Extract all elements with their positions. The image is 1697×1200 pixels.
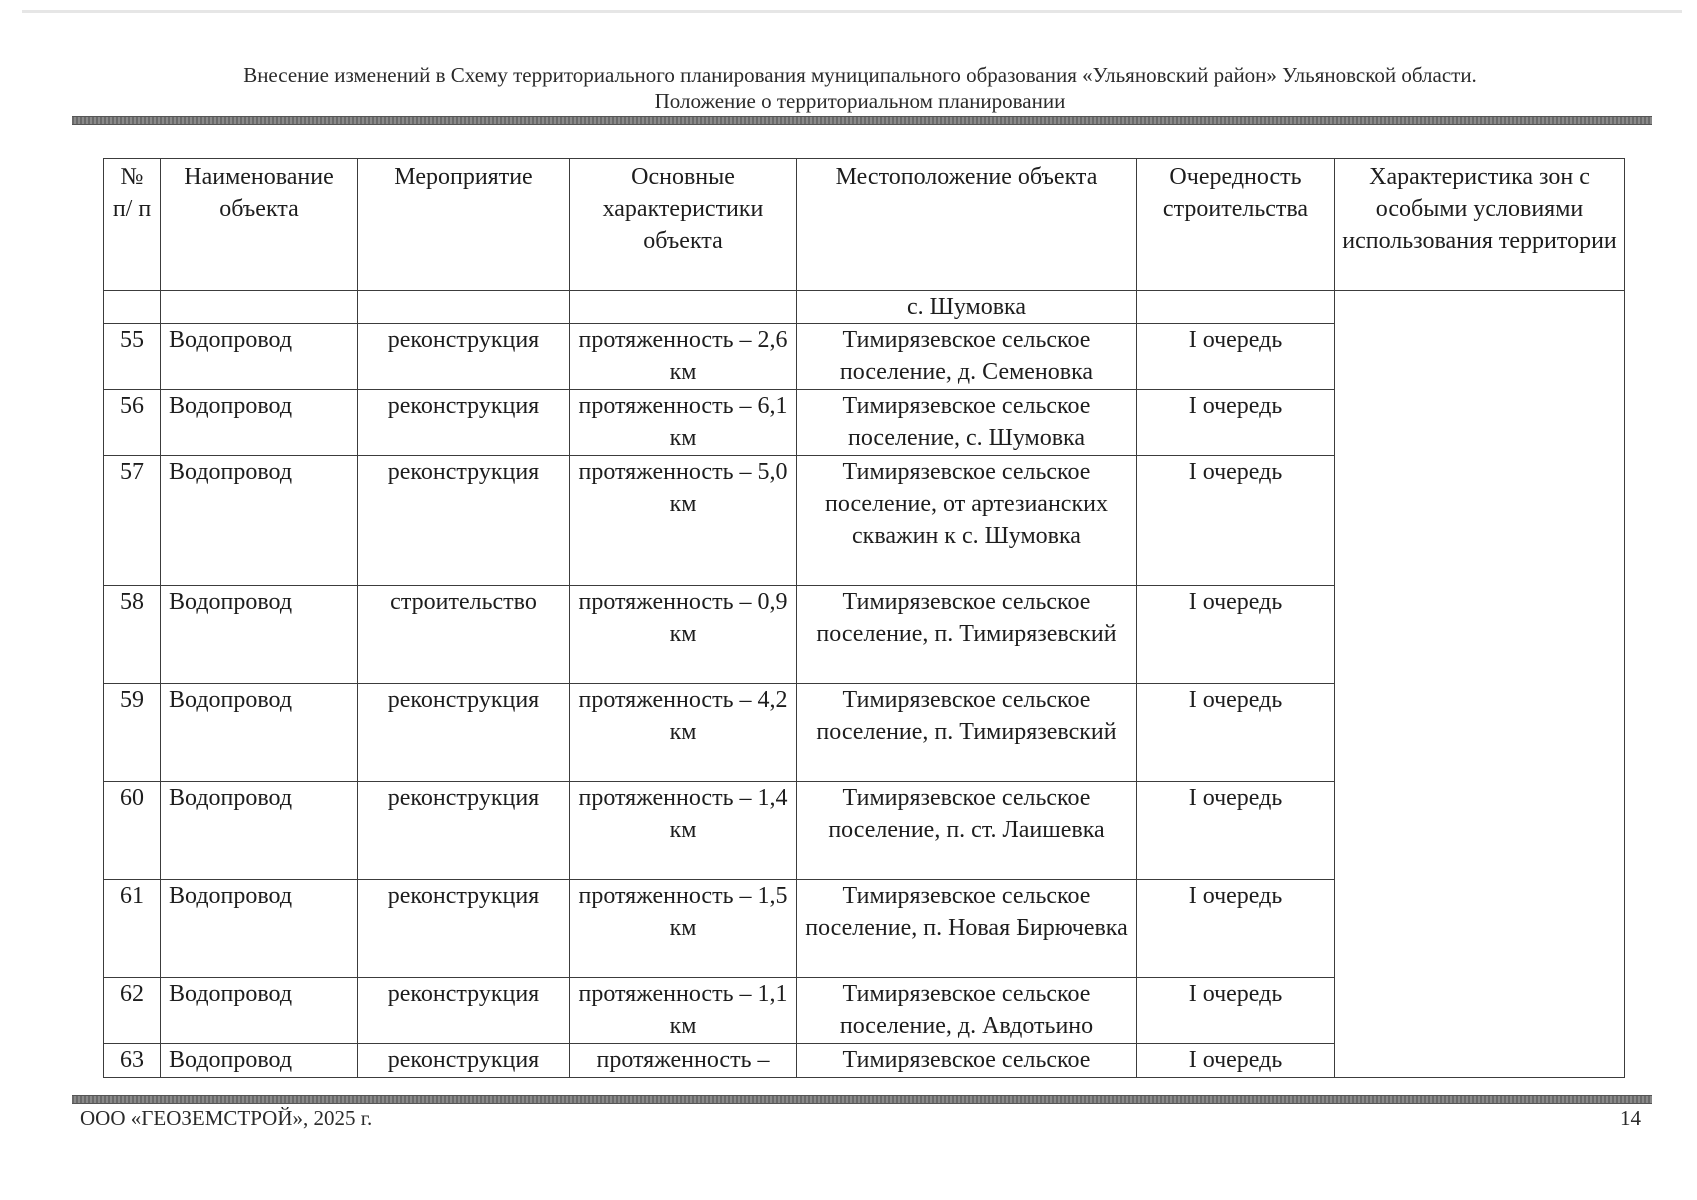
object-name: Водопровод [161, 880, 358, 978]
object-action: реконструкция [358, 390, 570, 456]
object-characteristics: протяженность – 0,9 км [570, 586, 797, 684]
column-header: Характеристика зон с особыми условиями использования территории [1335, 159, 1625, 291]
construction-stage: I очередь [1137, 586, 1335, 684]
row-number: 63 [104, 1044, 161, 1078]
objects-table [103, 158, 1625, 1078]
header-title: Внесение изменений в Схему территориального планирования муниципального образования «Ульяновский район» Ульяновской области. [243, 63, 1477, 87]
object-name: Водопровод [161, 1044, 358, 1078]
column-header: № п/ п [104, 159, 161, 291]
construction-stage: I очередь [1137, 390, 1335, 456]
construction-stage: I очередь [1137, 324, 1335, 390]
object-location: Тимирязевское сельское поселение, с. Шумовка [797, 390, 1137, 456]
row-number: 59 [104, 684, 161, 782]
row-number: 55 [104, 324, 161, 390]
table-row [104, 291, 1625, 324]
header-subtitle: Положение о территориальном планировании [654, 89, 1066, 113]
row-number: 56 [104, 390, 161, 456]
object-location: Тимирязевское сельское поселение, п. Тимирязевский [797, 684, 1137, 782]
table-cell [570, 291, 797, 324]
construction-stage: I очередь [1137, 684, 1335, 782]
object-action: реконструкция [358, 1044, 570, 1078]
row-number: 61 [104, 880, 161, 978]
construction-stage: I очередь [1137, 978, 1335, 1044]
table-cell: с. Шумовка [797, 291, 1137, 324]
object-name: Водопровод [161, 324, 358, 390]
table-cell [358, 291, 570, 324]
column-header: Местоположение объекта [797, 159, 1137, 291]
object-name: Водопровод [161, 390, 358, 456]
column-header: Основные характеристики объекта [570, 159, 797, 291]
object-characteristics: протяженность – 1,4 км [570, 782, 797, 880]
object-action: реконструкция [358, 978, 570, 1044]
column-header: Мероприятие [358, 159, 570, 291]
page-number: 14 [1620, 1106, 1641, 1130]
header-rule [72, 116, 1652, 125]
object-characteristics: протяженность – 5,0 км [570, 456, 797, 586]
table-header-row [104, 159, 1625, 291]
object-action: строительство [358, 586, 570, 684]
footer-rule [72, 1095, 1652, 1104]
object-characteristics: протяженность – 6,1 км [570, 390, 797, 456]
object-characteristics: протяженность – 2,6 км [570, 324, 797, 390]
object-location: Тимирязевское сельское поселение, от артезианских скважин к с. Шумовка [797, 456, 1137, 586]
scan-edge [22, 10, 1682, 13]
footer-company: ООО «ГЕОЗЕМСТРОЙ», 2025 г. [80, 1106, 373, 1130]
object-characteristics: протяженность – 4,2 км [570, 684, 797, 782]
object-name: Водопровод [161, 782, 358, 880]
object-location: Тимирязевское сельское [797, 1044, 1137, 1078]
construction-stage: I очередь [1137, 1044, 1335, 1078]
object-characteristics: протяженность – 1,5 км [570, 880, 797, 978]
row-number: 57 [104, 456, 161, 586]
table-cell [161, 291, 358, 324]
table-cell [104, 291, 161, 324]
object-location: Тимирязевское сельское поселение, п. Новая Бирючевка [797, 880, 1137, 978]
row-number: 62 [104, 978, 161, 1044]
construction-stage: I очередь [1137, 880, 1335, 978]
object-action: реконструкция [358, 324, 570, 390]
page-header [60, 62, 1660, 114]
row-number: 60 [104, 782, 161, 880]
object-action: реконструкция [358, 456, 570, 586]
row-number: 58 [104, 586, 161, 684]
table-cell [1137, 291, 1335, 324]
column-header: Очередность строительства [1137, 159, 1335, 291]
column-header: Наименование объекта [161, 159, 358, 291]
object-name: Водопровод [161, 978, 358, 1044]
object-action: реконструкция [358, 782, 570, 880]
object-action: реконструкция [358, 684, 570, 782]
object-name: Водопровод [161, 586, 358, 684]
construction-stage: I очередь [1137, 782, 1335, 880]
object-name: Водопровод [161, 684, 358, 782]
construction-stage: I очередь [1137, 456, 1335, 586]
object-action: реконструкция [358, 880, 570, 978]
object-location: Тимирязевское сельское поселение, д. Авдотьино [797, 978, 1137, 1044]
object-location: Тимирязевское сельское поселение, п. Тимирязевский [797, 586, 1137, 684]
object-location: Тимирязевское сельское поселение, п. ст. Лаишевка [797, 782, 1137, 880]
zones-cell [1335, 291, 1625, 1078]
object-characteristics: протяженность – 1,1 км [570, 978, 797, 1044]
object-location: Тимирязевское сельское поселение, д. Семеновка [797, 324, 1137, 390]
object-characteristics: протяженность – [570, 1044, 797, 1078]
object-name: Водопровод [161, 456, 358, 586]
